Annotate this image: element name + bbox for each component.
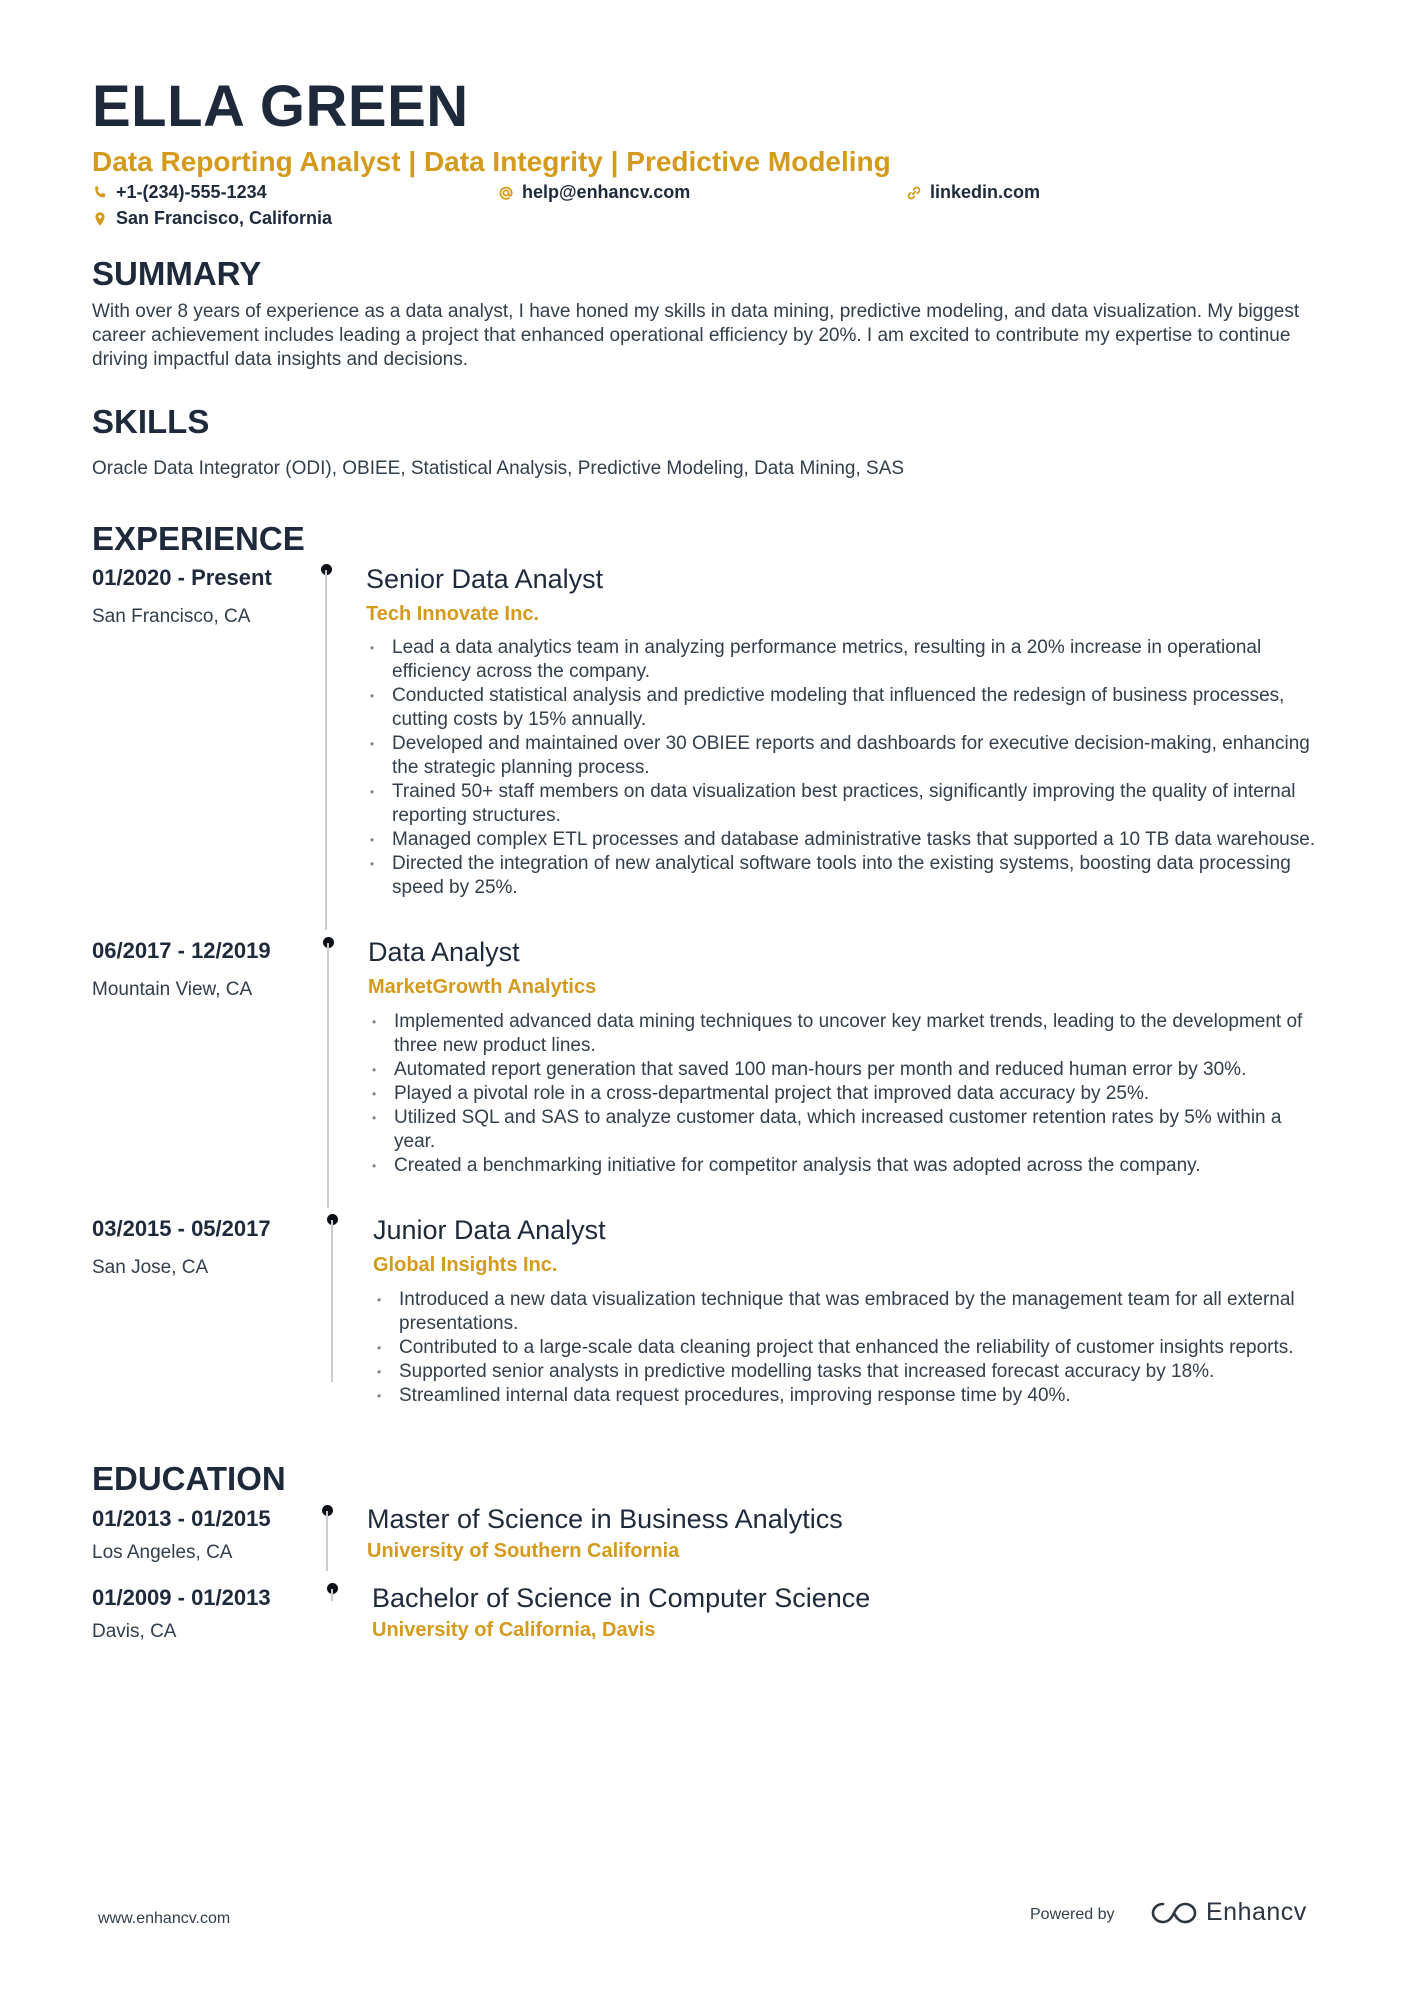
summary-heading: SUMMARY xyxy=(92,255,262,292)
education-location: Los Angeles, CA xyxy=(92,1542,233,1563)
timeline-line xyxy=(327,943,329,1208)
job-company: Global Insights Inc. xyxy=(373,1254,558,1276)
list-item: • Played a pivotal role in a cross-departmental project that improved data accuracy by 25%. xyxy=(368,1082,1318,1106)
education-heading: EDUCATION xyxy=(92,1460,286,1497)
job-location: Mountain View, CA xyxy=(92,979,253,1000)
job-bullets xyxy=(368,1010,1318,1178)
job-location: San Francisco, CA xyxy=(92,606,251,627)
list-item: • Supported senior analysts in predictive modelling tasks that increased forecast accuracy by 18%. xyxy=(373,1360,1323,1384)
job-dates: 01/2020 - Present xyxy=(92,565,272,590)
skills-heading: SKILLS xyxy=(92,403,210,440)
list-item: • Contributed to a large-scale data cleaning project that enhanced the reliability of customer insights reports. xyxy=(373,1336,1323,1360)
enhancv-logo-icon xyxy=(1150,1900,1198,1926)
summary-text: With over 8 years of experience as a data analyst, I have honed my skills in data mining, predictive modeling, and data visualization. My biggest career achievement includes leading a project that enhanced operational efficiency by 20%. I am excited to contribute my expertise to continue driving impactful data insights and decisions. xyxy=(92,301,1300,370)
list-item: • Managed complex ETL processes and database administrative tasks that supported a 10 TB data warehouse. xyxy=(366,828,1316,852)
candidate-title: Data Reporting Analyst | Data Integrity | Predictive Modeling xyxy=(92,146,891,177)
list-item: • Streamlined internal data request procedures, improving response time by 40%. xyxy=(373,1384,1323,1408)
job-dates: 06/2017 - 12/2019 xyxy=(92,938,271,963)
list-item: • Conducted statistical analysis and predictive modeling that influenced the redesign of business processes, cutting costs by 15% annually. xyxy=(366,684,1316,732)
job-bullets xyxy=(366,636,1316,900)
timeline-line xyxy=(331,1220,333,1382)
brand-name: Enhancv xyxy=(1206,1898,1307,1926)
timeline-line xyxy=(325,570,327,930)
candidate-name: ELLA GREEN xyxy=(92,74,469,139)
job-role: Senior Data Analyst xyxy=(366,564,604,594)
powered-by-label: Powered by xyxy=(1030,1906,1115,1923)
contact-linkedin xyxy=(906,182,1040,203)
list-item: • Directed the integration of new analytical software tools into the existing systems, boosting data processing speed by 25%. xyxy=(366,852,1316,900)
school-name: University of Southern California xyxy=(367,1540,680,1562)
job-location: San Jose, CA xyxy=(92,1257,209,1278)
job-role: Junior Data Analyst xyxy=(373,1215,606,1245)
timeline-line xyxy=(331,1589,333,1601)
link-icon xyxy=(906,185,922,201)
location-text: San Francisco, California xyxy=(116,208,333,228)
phone-text: +1-(234)-555-1234 xyxy=(116,182,267,202)
contact-phone xyxy=(92,182,267,203)
list-item: • Trained 50+ staff members on data visualization best practices, significantly improving the quality of internal reporting structures. xyxy=(366,780,1316,828)
list-item: • Implemented advanced data mining techniques to uncover key market trends, leading to the development of three new product lines. xyxy=(368,1010,1318,1058)
job-company: Tech Innovate Inc. xyxy=(366,603,539,625)
experience-heading: EXPERIENCE xyxy=(92,520,305,557)
footer-url[interactable]: www.enhancv.com xyxy=(98,1910,231,1927)
email-text: help@enhancv.com xyxy=(522,182,691,202)
phone-icon xyxy=(92,185,108,201)
list-item: • Utilized SQL and SAS to analyze customer data, which increased customer retention rates by 5% within a year. xyxy=(368,1106,1318,1154)
school-name: University of California, Davis xyxy=(372,1619,656,1641)
education-dates: 01/2009 - 01/2013 xyxy=(92,1585,271,1610)
contact-email xyxy=(498,182,690,203)
list-item: • Introduced a new data visualization technique that was embraced by the management team for all external presentations. xyxy=(373,1288,1323,1336)
job-company: MarketGrowth Analytics xyxy=(368,976,597,998)
at-sign-icon xyxy=(498,185,514,201)
job-dates: 03/2015 - 05/2017 xyxy=(92,1216,271,1241)
contact-location xyxy=(92,208,332,229)
job-role: Data Analyst xyxy=(368,937,520,967)
education-dates: 01/2013 - 01/2015 xyxy=(92,1506,271,1531)
map-pin-icon xyxy=(92,211,108,227)
degree-title: Bachelor of Science in Computer Science xyxy=(372,1583,871,1613)
degree-title: Master of Science in Business Analytics xyxy=(367,1504,843,1534)
job-bullets xyxy=(373,1288,1323,1408)
enhancv-brand[interactable] xyxy=(1150,1898,1307,1927)
list-item: • Developed and maintained over 30 OBIEE reports and dashboards for executive decision-making, enhancing the strategic planning process. xyxy=(366,732,1316,780)
skills-text: Oracle Data Integrator (ODI), OBIEE, Statistical Analysis, Predictive Modeling, Data Mining, SAS xyxy=(92,458,905,479)
list-item: • Lead a data analytics team in analyzing performance metrics, resulting in a 20% increase in operational efficiency across the company. xyxy=(366,636,1316,684)
education-location: Davis, CA xyxy=(92,1621,177,1642)
list-item: • Created a benchmarking initiative for competitor analysis that was adopted across the company. xyxy=(368,1154,1318,1178)
linkedin-text: linkedin.com xyxy=(930,182,1041,202)
timeline-line xyxy=(326,1511,328,1571)
list-item: • Automated report generation that saved 100 man-hours per month and reduced human error by 30%. xyxy=(368,1058,1318,1082)
